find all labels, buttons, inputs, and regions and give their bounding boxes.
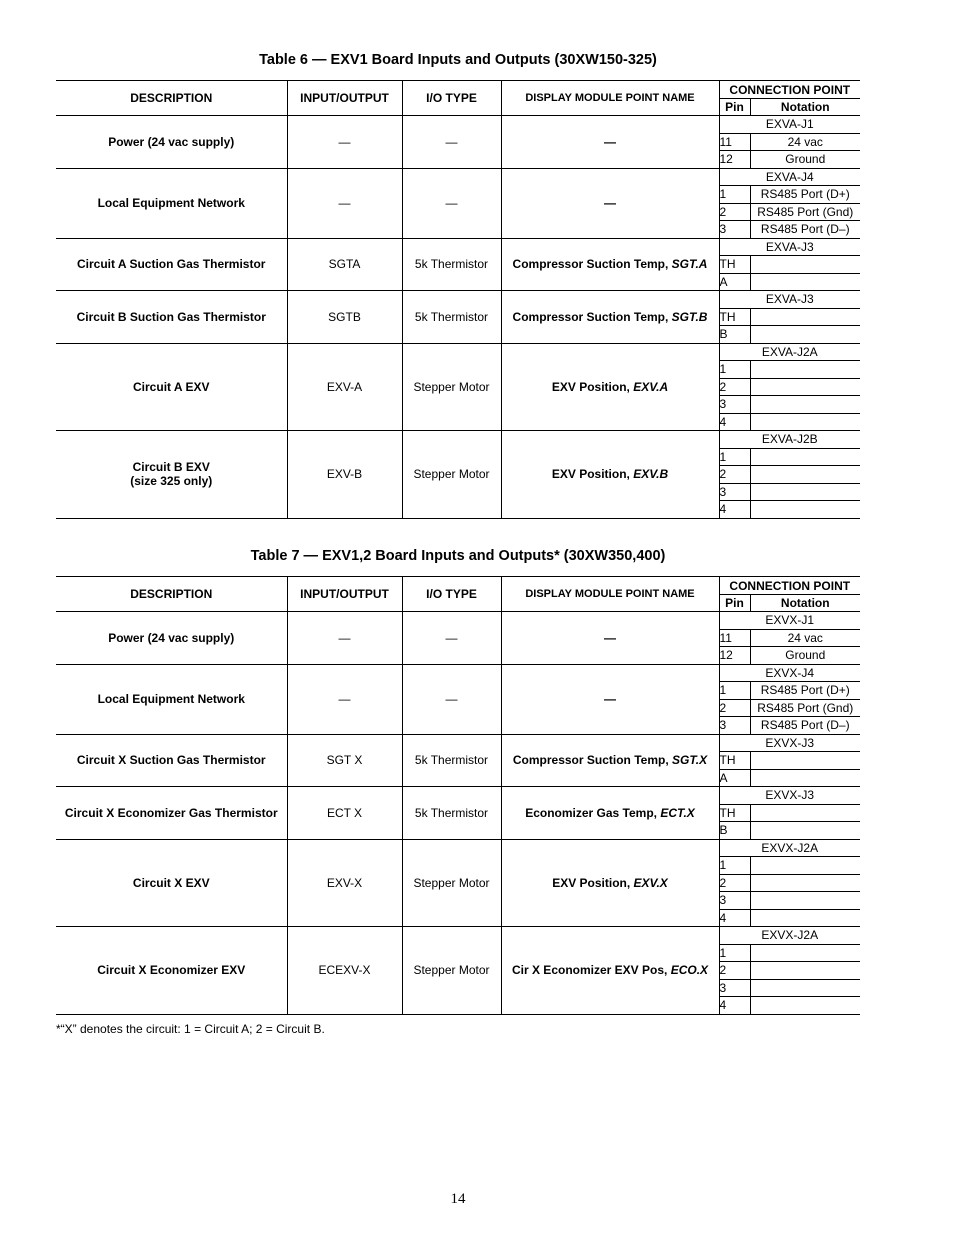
table-row bbox=[56, 927, 860, 945]
connector-cell: EXVX-J2A bbox=[719, 927, 860, 945]
pin-cell: B bbox=[719, 326, 750, 344]
notation-cell: Ground bbox=[750, 647, 860, 665]
description-cell bbox=[56, 291, 287, 344]
notation-cell: RS485 Port (D–) bbox=[750, 717, 860, 735]
page-number: 14 bbox=[450, 1191, 466, 1207]
pin-cell: 3 bbox=[719, 717, 750, 735]
notation-cell bbox=[750, 892, 860, 910]
notation-cell bbox=[750, 804, 860, 822]
notation-cell bbox=[750, 997, 860, 1015]
io-type-cell: Stepper Motor bbox=[402, 839, 501, 927]
description-text: Circuit X EXV bbox=[132, 875, 210, 890]
header-pin: Pin bbox=[719, 99, 750, 116]
notation-cell bbox=[750, 326, 860, 344]
display-point-cell bbox=[501, 116, 719, 169]
notation-cell: RS485 Port (Gnd) bbox=[750, 699, 860, 717]
pin-cell: 3 bbox=[719, 221, 750, 239]
header-notation: Notation bbox=[750, 99, 860, 116]
description-cell bbox=[56, 168, 287, 238]
header-description: DESCRIPTION bbox=[56, 81, 287, 116]
display-point-cell bbox=[501, 839, 719, 927]
table-row-group bbox=[56, 238, 860, 291]
table-row-group bbox=[56, 431, 860, 519]
table-row bbox=[56, 431, 860, 449]
header-connection-point: CONNECTION POINT bbox=[719, 81, 860, 99]
input-output-cell: — bbox=[287, 664, 402, 734]
table-row-group bbox=[56, 343, 860, 431]
notation-cell: RS485 Port (D–) bbox=[750, 221, 860, 239]
notation-cell bbox=[750, 396, 860, 414]
pin-cell: 1 bbox=[719, 448, 750, 466]
display-point-text: Compressor Suction Temp, bbox=[512, 257, 672, 272]
display-point-text: EXV Position, bbox=[551, 467, 634, 482]
connector-cell: EXVA-J2A bbox=[719, 343, 860, 361]
display-point-text: Cir X Economizer EXV Pos, bbox=[511, 963, 671, 978]
notation-cell: RS485 Port (D+) bbox=[750, 682, 860, 700]
header-display-module: DISPLAY MODULE POINT NAME bbox=[501, 81, 719, 116]
table-row-group bbox=[56, 116, 860, 169]
notation-cell bbox=[750, 483, 860, 501]
header-io-type: I/O TYPE bbox=[402, 81, 501, 116]
display-point-variable: ECO.X bbox=[670, 963, 709, 978]
table-row bbox=[56, 664, 860, 682]
pin-cell: 1 bbox=[719, 857, 750, 875]
display-point-variable: EXV.X bbox=[633, 875, 668, 890]
description-text: Circuit A Suction Gas Thermistor bbox=[77, 257, 266, 272]
io-type-cell: 5k Thermistor bbox=[402, 238, 501, 291]
pin-cell: 11 bbox=[719, 133, 750, 151]
notation-cell bbox=[750, 822, 860, 840]
display-point-variable: ECT.X bbox=[660, 805, 695, 820]
display-point-cell bbox=[501, 238, 719, 291]
pin-cell: 2 bbox=[719, 699, 750, 717]
table-row bbox=[56, 839, 860, 857]
display-point-cell bbox=[501, 787, 719, 840]
description-text: Circuit X Economizer EXV bbox=[97, 963, 246, 978]
description-text: Power (24 vac supply) bbox=[108, 134, 235, 149]
table-row-group bbox=[56, 612, 860, 665]
description-cell bbox=[56, 238, 287, 291]
pin-cell: TH bbox=[719, 752, 750, 770]
connector-cell: EXVA-J4 bbox=[719, 168, 860, 186]
notation-cell bbox=[750, 752, 860, 770]
notation-cell bbox=[750, 448, 860, 466]
input-output-cell: SGTA bbox=[287, 238, 402, 291]
connector-cell: EXVA-J3 bbox=[719, 238, 860, 256]
description-cell bbox=[56, 612, 287, 665]
notation-cell bbox=[750, 769, 860, 787]
table-row-group bbox=[56, 664, 860, 734]
input-output-cell: SGTB bbox=[287, 291, 402, 344]
pin-cell: 4 bbox=[719, 909, 750, 927]
pin-cell: 4 bbox=[719, 997, 750, 1015]
pin-cell: 2 bbox=[719, 203, 750, 221]
display-point-variable: SGT.B bbox=[671, 309, 708, 324]
table-row bbox=[56, 612, 860, 630]
input-output-cell: SGT X bbox=[287, 734, 402, 787]
pin-cell: TH bbox=[719, 256, 750, 274]
notation-cell: 24 vac bbox=[750, 629, 860, 647]
connector-cell: EXVA-J1 bbox=[719, 116, 860, 134]
table6-title: Table 6 — EXV1 Board Inputs and Outputs (30XW150-325) bbox=[259, 52, 657, 68]
display-point-variable: SGT.X bbox=[672, 753, 708, 768]
display-point-text: — bbox=[604, 630, 616, 645]
display-point-variable: SGT.A bbox=[671, 257, 708, 272]
io-type-cell: — bbox=[402, 664, 501, 734]
notation-cell bbox=[750, 273, 860, 291]
display-point-text: — bbox=[604, 692, 616, 706]
header-input-output: INPUT/OUTPUT bbox=[287, 81, 402, 116]
pin-cell: A bbox=[719, 273, 750, 291]
display-point-text: — bbox=[604, 134, 616, 149]
pin-cell: 3 bbox=[719, 396, 750, 414]
pin-cell: 11 bbox=[719, 629, 750, 647]
description-text: Local Equipment Network bbox=[97, 196, 245, 210]
display-point-variable: EXV.A bbox=[633, 379, 669, 394]
pin-cell: 12 bbox=[719, 647, 750, 665]
display-point-cell bbox=[501, 734, 719, 787]
table-row bbox=[56, 116, 860, 134]
description-cell bbox=[56, 787, 287, 840]
input-output-cell: — bbox=[287, 168, 402, 238]
pin-cell: A bbox=[719, 769, 750, 787]
connector-cell: EXVX-J4 bbox=[719, 664, 860, 682]
table-row-group bbox=[56, 291, 860, 344]
description-cell bbox=[56, 927, 287, 1015]
display-point-text: — bbox=[604, 196, 616, 210]
notation-cell bbox=[750, 944, 860, 962]
notation-cell bbox=[750, 909, 860, 927]
display-point-cell bbox=[501, 343, 719, 431]
description-cell bbox=[56, 734, 287, 787]
notation-cell bbox=[750, 874, 860, 892]
notation-cell bbox=[750, 378, 860, 396]
header-notation: Notation bbox=[750, 595, 860, 612]
description-cell bbox=[56, 431, 287, 519]
notation-cell bbox=[750, 466, 860, 484]
header-connection-point: CONNECTION POINT bbox=[719, 577, 860, 595]
notation-cell bbox=[750, 256, 860, 274]
pin-cell: 2 bbox=[719, 874, 750, 892]
connector-cell: EXVX-J3 bbox=[719, 734, 860, 752]
table-row-group bbox=[56, 787, 860, 840]
description-text: Local Equipment Network bbox=[97, 692, 245, 706]
connector-cell: EXVA-J3 bbox=[719, 291, 860, 309]
pin-cell: 4 bbox=[719, 413, 750, 431]
table-row bbox=[56, 787, 860, 805]
notation-cell bbox=[750, 413, 860, 431]
connector-cell: EXVX-J2A bbox=[719, 839, 860, 857]
table-row bbox=[56, 734, 860, 752]
header-display-module: DISPLAY MODULE POINT NAME bbox=[501, 577, 719, 612]
table7 bbox=[56, 576, 860, 1015]
pin-cell: 1 bbox=[719, 186, 750, 204]
pin-cell: 2 bbox=[719, 962, 750, 980]
description-cell bbox=[56, 116, 287, 169]
display-point-text: Compressor Suction Temp, bbox=[512, 753, 672, 768]
description-cell bbox=[56, 839, 287, 927]
description-text: Circuit X Suction Gas Thermistor bbox=[76, 753, 266, 768]
pin-cell: 2 bbox=[719, 466, 750, 484]
notation-cell bbox=[750, 308, 860, 326]
table-row bbox=[56, 168, 860, 186]
pin-cell: 3 bbox=[719, 892, 750, 910]
io-type-cell: Stepper Motor bbox=[402, 343, 501, 431]
connector-cell: EXVX-J3 bbox=[719, 787, 860, 805]
table-row-group bbox=[56, 927, 860, 1015]
pin-cell: 3 bbox=[719, 979, 750, 997]
display-point-text: EXV Position, bbox=[552, 875, 634, 890]
table-row bbox=[56, 238, 860, 256]
header-input-output: INPUT/OUTPUT bbox=[287, 577, 402, 612]
io-type-cell: — bbox=[402, 168, 501, 238]
notation-cell bbox=[750, 857, 860, 875]
display-point-text: Economizer Gas Temp, bbox=[525, 805, 661, 820]
pin-cell: TH bbox=[719, 308, 750, 326]
table7-footnote: *“X” denotes the circuit: 1 = Circuit A; 2 = Circuit B. bbox=[56, 1022, 325, 1036]
table-header bbox=[56, 81, 860, 116]
table-row bbox=[56, 291, 860, 309]
pin-cell: TH bbox=[719, 804, 750, 822]
notation-cell: RS485 Port (Gnd) bbox=[750, 203, 860, 221]
notation-cell bbox=[750, 962, 860, 980]
io-type-cell: — bbox=[402, 116, 501, 169]
pin-cell: 2 bbox=[719, 378, 750, 396]
display-point-cell bbox=[501, 291, 719, 344]
connector-cell: EXVA-J2B bbox=[719, 431, 860, 449]
table6 bbox=[56, 80, 860, 519]
display-point-cell bbox=[501, 612, 719, 665]
notation-cell bbox=[750, 501, 860, 519]
description-text: Power (24 vac supply) bbox=[108, 630, 235, 645]
pin-cell: 12 bbox=[719, 151, 750, 169]
display-point-text: EXV Position, bbox=[551, 379, 634, 394]
display-point-cell bbox=[501, 927, 719, 1015]
pin-cell: B bbox=[719, 822, 750, 840]
header-pin: Pin bbox=[719, 595, 750, 612]
description-text: Circuit B EXV bbox=[132, 460, 210, 475]
notation-cell bbox=[750, 979, 860, 997]
input-output-cell: EXV-B bbox=[287, 431, 402, 519]
io-type-cell: Stepper Motor bbox=[402, 927, 501, 1015]
table-row-group bbox=[56, 734, 860, 787]
display-point-variable: EXV.B bbox=[633, 467, 669, 482]
description-cell bbox=[56, 664, 287, 734]
header-description: DESCRIPTION bbox=[56, 577, 287, 612]
io-type-cell: — bbox=[402, 612, 501, 665]
description-subtext: (size 325 only) bbox=[130, 474, 213, 489]
table-row bbox=[56, 343, 860, 361]
display-point-cell bbox=[501, 664, 719, 734]
pin-cell: 4 bbox=[719, 501, 750, 519]
io-type-cell: Stepper Motor bbox=[402, 431, 501, 519]
pin-cell: 3 bbox=[719, 483, 750, 501]
display-point-cell bbox=[501, 431, 719, 519]
header-io-type: I/O TYPE bbox=[402, 577, 501, 612]
io-type-cell: 5k Thermistor bbox=[402, 787, 501, 840]
description-text: Circuit X Economizer Gas Thermistor bbox=[64, 805, 278, 820]
display-point-cell bbox=[501, 168, 719, 238]
description-text: Circuit B Suction Gas Thermistor bbox=[76, 309, 266, 324]
input-output-cell: — bbox=[287, 612, 402, 665]
notation-cell: 24 vac bbox=[750, 133, 860, 151]
notation-cell: RS485 Port (D+) bbox=[750, 186, 860, 204]
display-point-text: Compressor Suction Temp, bbox=[512, 309, 672, 324]
table-row-group bbox=[56, 168, 860, 238]
table-row-group bbox=[56, 839, 860, 927]
io-type-cell: 5k Thermistor bbox=[402, 734, 501, 787]
pin-cell: 1 bbox=[719, 944, 750, 962]
pin-cell: 1 bbox=[719, 682, 750, 700]
notation-cell bbox=[750, 361, 860, 379]
table7-title: Table 7 — EXV1,2 Board Inputs and Outputs* (30XW350,400) bbox=[250, 548, 666, 564]
input-output-cell: ECT X bbox=[287, 787, 402, 840]
connector-cell: EXVX-J1 bbox=[719, 612, 860, 630]
input-output-cell: — bbox=[287, 116, 402, 169]
input-output-cell: EXV-A bbox=[287, 343, 402, 431]
io-type-cell: 5k Thermistor bbox=[402, 291, 501, 344]
input-output-cell: EXV-X bbox=[287, 839, 402, 927]
notation-cell: Ground bbox=[750, 151, 860, 169]
description-text: Circuit A EXV bbox=[133, 379, 210, 394]
table-header bbox=[56, 577, 860, 612]
pin-cell: 1 bbox=[719, 361, 750, 379]
input-output-cell: ECEXV-X bbox=[287, 927, 402, 1015]
description-cell bbox=[56, 343, 287, 431]
